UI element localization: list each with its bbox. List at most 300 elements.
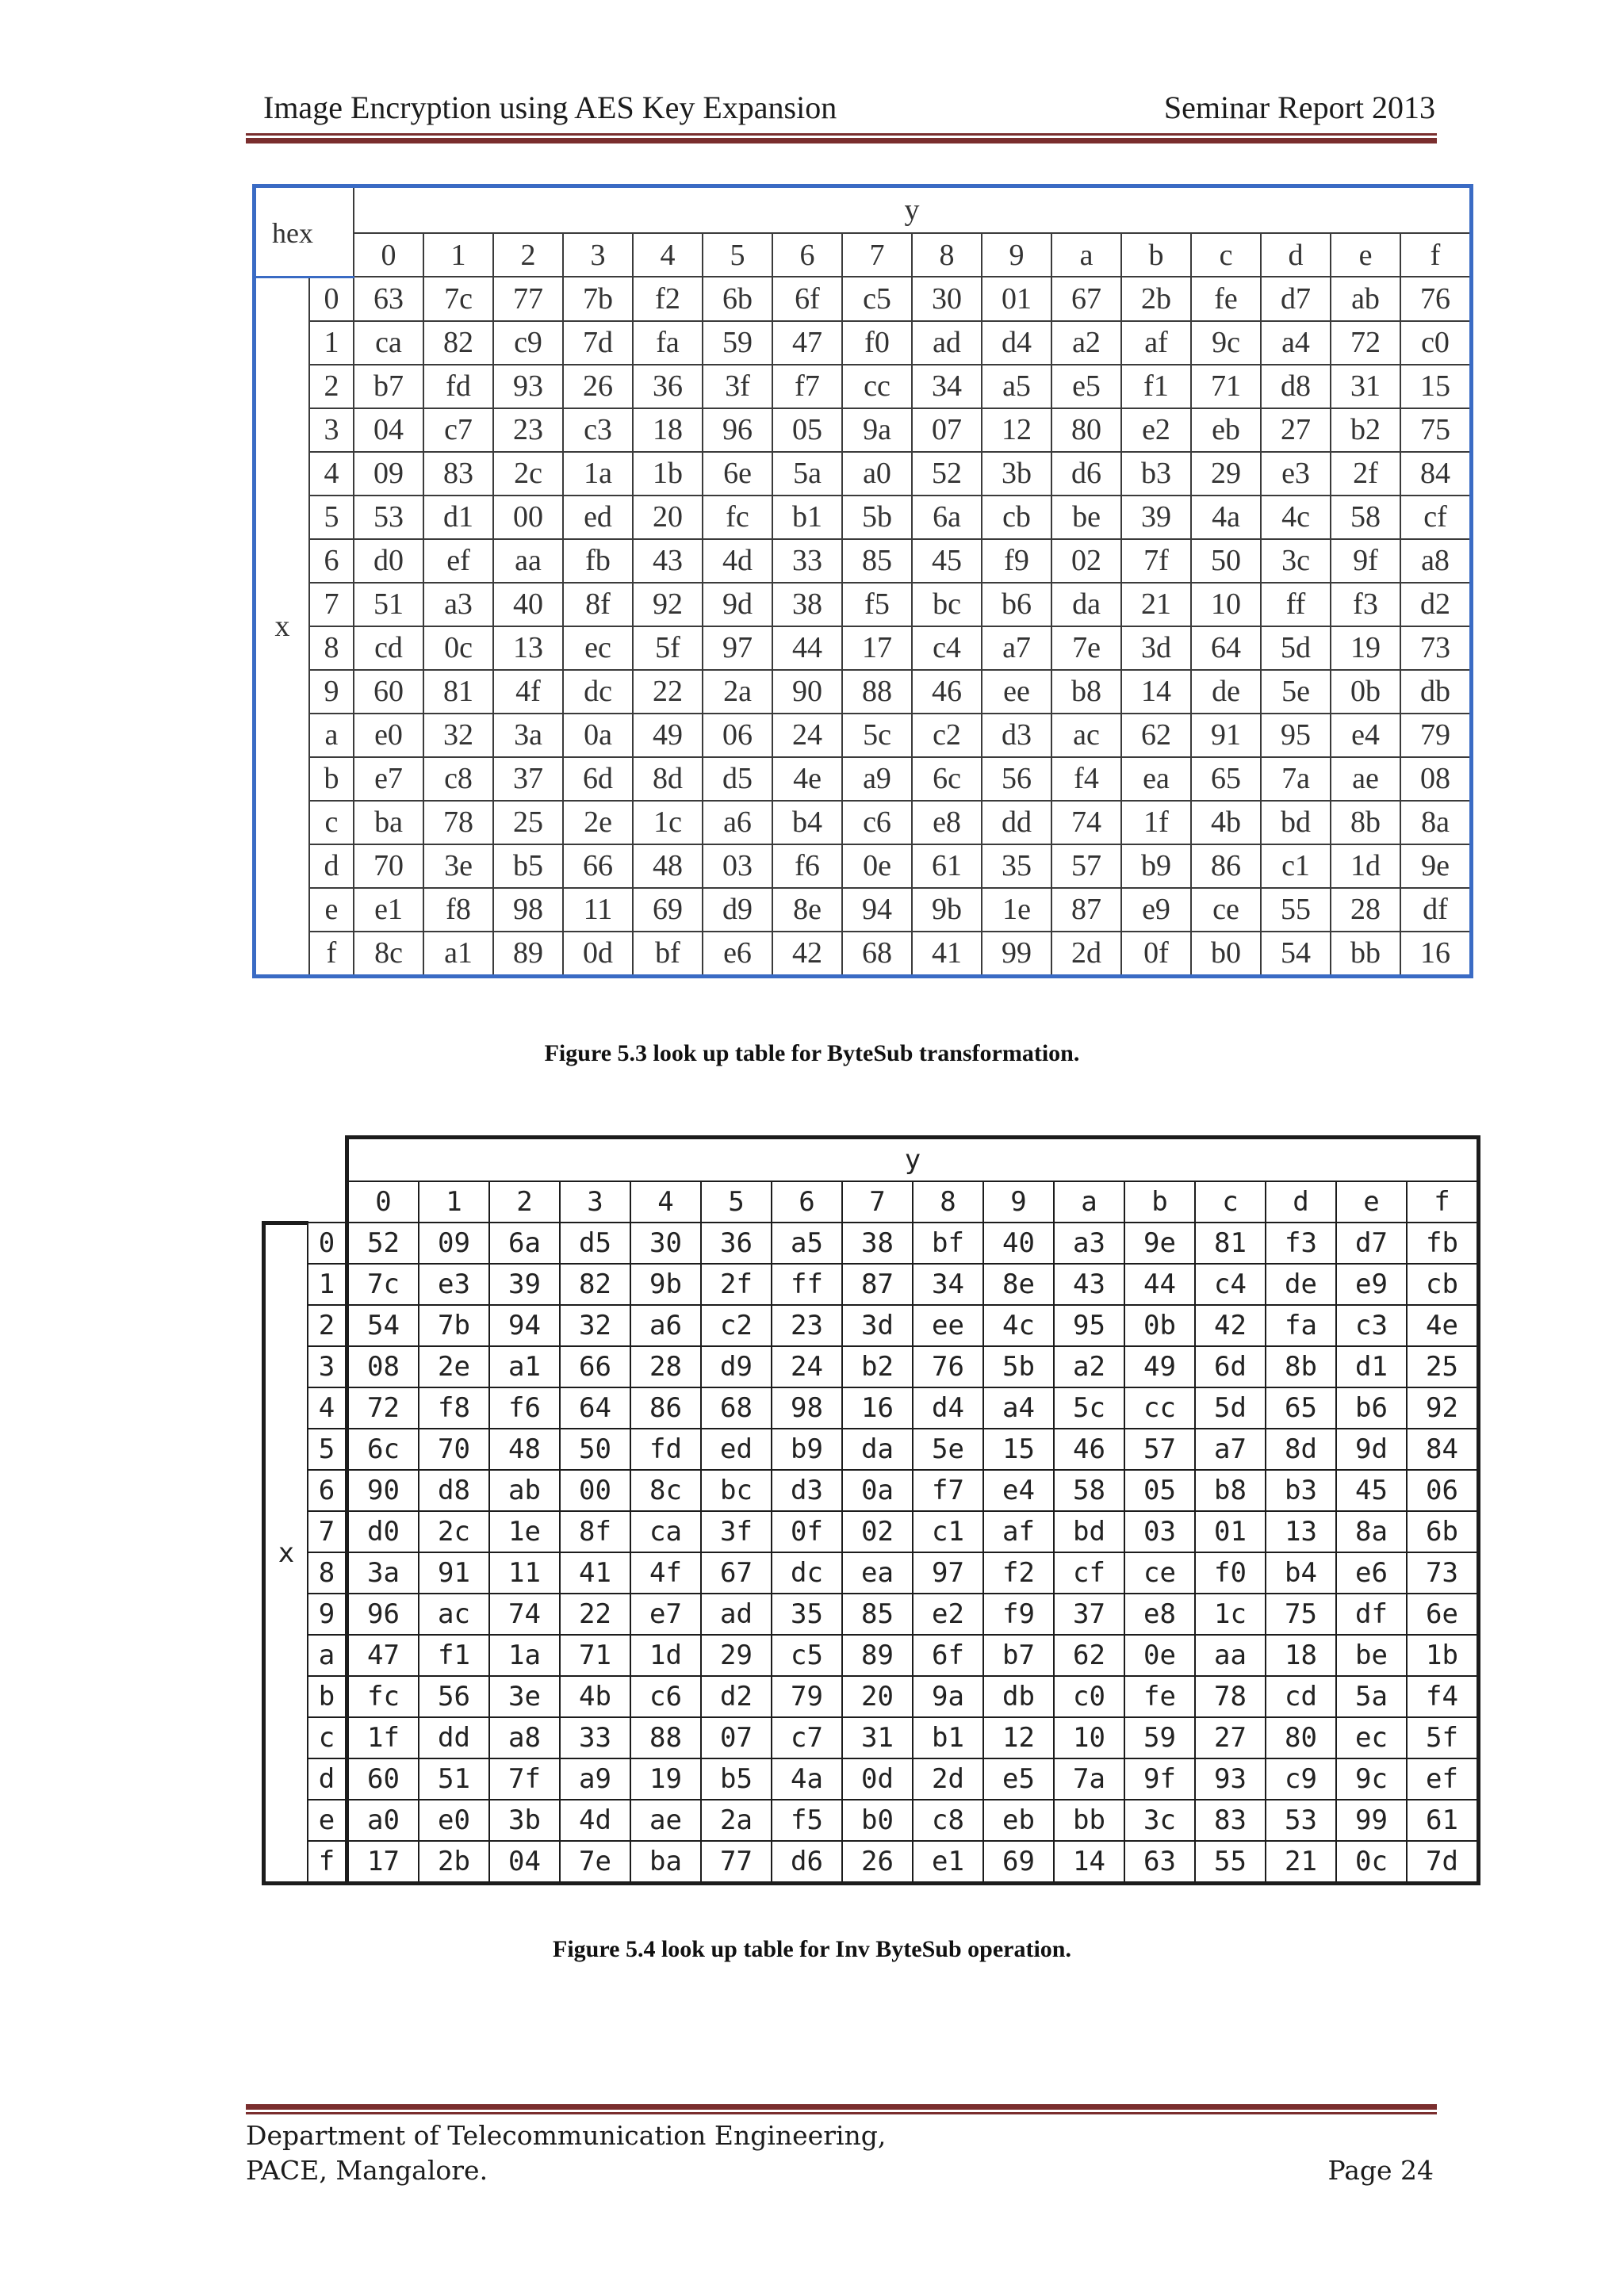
table-cell: 53 <box>354 496 423 539</box>
table-cell: 62 <box>1054 1635 1124 1676</box>
row-header: 6 <box>308 1470 347 1511</box>
table-row <box>255 888 1472 932</box>
table-cell: 86 <box>1191 844 1261 888</box>
table-cell: 54 <box>1261 932 1331 977</box>
table-cell: 94 <box>489 1305 560 1346</box>
column-header: e <box>1331 233 1400 277</box>
table-cell: 1a <box>563 452 633 496</box>
table-cell: 48 <box>633 844 703 888</box>
table-cell: 86 <box>630 1387 701 1429</box>
row-header: 3 <box>308 1346 347 1387</box>
footer-institution: PACE, Mangalore. <box>246 2155 488 2186</box>
table-cell: 52 <box>912 452 982 496</box>
table-row <box>255 670 1472 714</box>
table-cell: 3c <box>1261 539 1331 583</box>
table-cell: e9 <box>1336 1264 1407 1305</box>
table-cell: f6 <box>489 1387 560 1429</box>
table-cell: d1 <box>1336 1346 1407 1387</box>
table-cell: dd <box>982 801 1051 844</box>
table-cell: ad <box>701 1594 772 1635</box>
table-cell: 09 <box>354 452 423 496</box>
table-cell: b1 <box>913 1717 983 1758</box>
table-cell: 76 <box>913 1346 983 1387</box>
column-header: 0 <box>347 1181 419 1223</box>
table-cell: bf <box>633 932 703 977</box>
table-cell: 0b <box>1124 1305 1195 1346</box>
table-cell: f4 <box>1407 1676 1479 1717</box>
column-header: e <box>1336 1181 1407 1223</box>
table-cell: 04 <box>489 1841 560 1884</box>
column-header: 3 <box>560 1181 630 1223</box>
table-cell: 5f <box>1407 1717 1479 1758</box>
table-cell: d3 <box>772 1470 842 1511</box>
column-header: 1 <box>423 233 493 277</box>
table-cell: 90 <box>347 1470 419 1511</box>
column-header: 5 <box>703 233 772 277</box>
table-cell: a2 <box>1054 1346 1124 1387</box>
table-cell: fd <box>630 1429 701 1470</box>
table-cell: 55 <box>1195 1841 1266 1884</box>
table-cell: 9b <box>912 888 982 932</box>
row-header: 7 <box>308 1511 347 1552</box>
table-cell: e4 <box>1331 714 1400 757</box>
table-cell: 2b <box>1121 277 1191 321</box>
table-cell: df <box>1336 1594 1407 1635</box>
table-cell: df <box>1400 888 1472 932</box>
table-cell: db <box>983 1676 1054 1717</box>
table-cell: bb <box>1331 932 1400 977</box>
table-cell: fc <box>703 496 772 539</box>
table-cell: 39 <box>489 1264 560 1305</box>
table-cell: 20 <box>633 496 703 539</box>
table-cell: a0 <box>842 452 912 496</box>
row-header: e <box>309 888 354 932</box>
table-cell: 2a <box>701 1800 772 1841</box>
table-row <box>255 408 1472 452</box>
table-cell: 82 <box>560 1264 630 1305</box>
table-cell: 5b <box>842 496 912 539</box>
table-cell: 0f <box>1121 932 1191 977</box>
table-cell: 9a <box>913 1676 983 1717</box>
table-cell: 2b <box>419 1841 489 1884</box>
table-cell: 1e <box>982 888 1051 932</box>
table-cell: 02 <box>1051 539 1121 583</box>
column-header: 6 <box>772 233 842 277</box>
table-cell: fa <box>1266 1305 1336 1346</box>
column-header: 4 <box>633 233 703 277</box>
table-cell: 64 <box>1191 626 1261 670</box>
table-cell: ee <box>982 670 1051 714</box>
table-cell: 85 <box>842 1594 913 1635</box>
table-cell: c3 <box>563 408 633 452</box>
table-cell: 02 <box>842 1511 913 1552</box>
table-cell: 5d <box>1261 626 1331 670</box>
table-cell: cc <box>1124 1387 1195 1429</box>
table-cell: 9a <box>842 408 912 452</box>
table-cell: 3e <box>489 1676 560 1717</box>
table-cell: 38 <box>842 1223 913 1264</box>
table-cell: a8 <box>1400 539 1472 583</box>
table-cell: 3b <box>489 1800 560 1841</box>
table-cell: 8e <box>983 1264 1054 1305</box>
table-cell: 59 <box>1124 1717 1195 1758</box>
table-cell: cd <box>354 626 423 670</box>
row-header: b <box>308 1676 347 1717</box>
table-cell: 4a <box>1191 496 1261 539</box>
table-cell: 42 <box>772 932 842 977</box>
table-cell: b7 <box>354 365 423 408</box>
column-header: 8 <box>912 233 982 277</box>
table-cell: fb <box>1407 1223 1479 1264</box>
table-cell: 98 <box>493 888 563 932</box>
footer-address <box>246 2118 886 2188</box>
table-cell: 56 <box>419 1676 489 1717</box>
table-cell: 8c <box>630 1470 701 1511</box>
footer-rule-thick <box>246 2104 1437 2110</box>
table-cell: 81 <box>1195 1223 1266 1264</box>
table-cell: ba <box>630 1841 701 1884</box>
header-title: Image Encryption using AES Key Expansion <box>263 90 837 125</box>
table-cell: c0 <box>1400 321 1472 365</box>
column-header: 7 <box>842 233 912 277</box>
column-header: 0 <box>354 233 423 277</box>
table-cell: d9 <box>701 1346 772 1387</box>
column-header: 4 <box>630 1181 701 1223</box>
table-cell: f3 <box>1266 1223 1336 1264</box>
table-cell: 68 <box>842 932 912 977</box>
table-cell: af <box>983 1511 1054 1552</box>
figure-5-3-caption: Figure 5.3 look up table for ByteSub transformation. <box>544 1040 1080 1066</box>
footer-rule-thin <box>246 2112 1437 2114</box>
table-cell: 32 <box>423 714 493 757</box>
table-cell: 94 <box>842 888 912 932</box>
table-cell: e5 <box>983 1758 1054 1800</box>
table-cell: 33 <box>560 1717 630 1758</box>
column-header: 8 <box>913 1181 983 1223</box>
table-cell: 4b <box>1191 801 1261 844</box>
table-cell: 9d <box>703 583 772 626</box>
table-cell: 36 <box>701 1223 772 1264</box>
table-cell: e4 <box>983 1470 1054 1511</box>
table-cell: bd <box>1054 1511 1124 1552</box>
table-cell: 18 <box>1266 1635 1336 1676</box>
table-cell: f0 <box>1195 1552 1266 1594</box>
table-cell: dc <box>563 670 633 714</box>
table-cell: 97 <box>913 1552 983 1594</box>
table-cell: 5d <box>1195 1387 1266 1429</box>
row-header: d <box>309 844 354 888</box>
table-cell: ed <box>563 496 633 539</box>
table-cell: 24 <box>772 714 842 757</box>
table-cell: ff <box>772 1264 842 1305</box>
column-header: d <box>1261 233 1331 277</box>
table-cell: 39 <box>1121 496 1191 539</box>
table-cell: 1c <box>1195 1594 1266 1635</box>
row-header: 4 <box>309 452 354 496</box>
table-cell: 4f <box>630 1552 701 1594</box>
table-cell: db <box>1400 670 1472 714</box>
table-cell: 58 <box>1054 1470 1124 1511</box>
table-cell: 8f <box>563 583 633 626</box>
table-cell: 15 <box>983 1429 1054 1470</box>
table-cell: 27 <box>1261 408 1331 452</box>
table-cell: 63 <box>354 277 423 321</box>
table-cell: 59 <box>703 321 772 365</box>
table-cell: 21 <box>1121 583 1191 626</box>
table-cell: ef <box>423 539 493 583</box>
footer-department: Department of Telecommunication Engineering, <box>246 2120 887 2151</box>
table-cell: 5e <box>913 1429 983 1470</box>
table-cell: 0e <box>1124 1635 1195 1676</box>
table-cell: 1f <box>347 1717 419 1758</box>
table-row <box>264 1511 1479 1552</box>
row-header: 6 <box>309 539 354 583</box>
table-cell: 62 <box>1121 714 1191 757</box>
table-row <box>255 932 1472 977</box>
row-header: 7 <box>309 583 354 626</box>
table-cell: d9 <box>703 888 772 932</box>
table-cell: 0b <box>1331 670 1400 714</box>
table-cell: 9f <box>1124 1758 1195 1800</box>
table-cell: f2 <box>983 1552 1054 1594</box>
table-cell: 50 <box>1191 539 1261 583</box>
table-cell: 22 <box>560 1594 630 1635</box>
table-cell: cb <box>1407 1264 1479 1305</box>
table-cell: 7e <box>1051 626 1121 670</box>
table-cell: a5 <box>982 365 1051 408</box>
table-cell: cf <box>1054 1552 1124 1594</box>
row-header: d <box>308 1758 347 1800</box>
table-cell: 6a <box>489 1223 560 1264</box>
table-cell: 64 <box>560 1387 630 1429</box>
table-cell: b1 <box>772 496 842 539</box>
table-cell: eb <box>983 1800 1054 1841</box>
table-cell: c1 <box>1261 844 1331 888</box>
hex-corner-label: hex <box>255 186 354 277</box>
row-header: f <box>308 1841 347 1884</box>
table-row <box>264 1717 1479 1758</box>
table-cell: d2 <box>1400 583 1472 626</box>
table-cell: 41 <box>560 1552 630 1594</box>
table-cell: a1 <box>423 932 493 977</box>
table-cell: 88 <box>630 1717 701 1758</box>
table-cell: 4a <box>772 1758 842 1800</box>
table-row <box>264 1470 1479 1511</box>
table-cell: 72 <box>347 1387 419 1429</box>
table-cell: f1 <box>419 1635 489 1676</box>
table-cell: e9 <box>1121 888 1191 932</box>
table-cell: d0 <box>354 539 423 583</box>
table-cell: 16 <box>842 1387 913 1429</box>
table-cell: ba <box>354 801 423 844</box>
table-cell: 06 <box>703 714 772 757</box>
table-cell: 42 <box>1195 1305 1266 1346</box>
table-cell: f5 <box>772 1800 842 1841</box>
table-cell: 5b <box>983 1346 1054 1387</box>
table-cell: bd <box>1261 801 1331 844</box>
table-cell: e3 <box>1261 452 1331 496</box>
row-header: a <box>308 1635 347 1676</box>
table-cell: ad <box>912 321 982 365</box>
table-cell: 92 <box>633 583 703 626</box>
row-header: 1 <box>308 1264 347 1305</box>
table-cell: 35 <box>772 1594 842 1635</box>
table-cell: c4 <box>1195 1264 1266 1305</box>
table-row <box>264 1758 1479 1800</box>
column-header: 6 <box>772 1181 842 1223</box>
column-header: a <box>1051 233 1121 277</box>
table-cell: 2d <box>1051 932 1121 977</box>
table-cell: da <box>842 1429 913 1470</box>
header-rule-thin <box>246 133 1437 136</box>
table-row <box>264 1635 1479 1676</box>
table-cell: 4f <box>493 670 563 714</box>
table-cell: 73 <box>1407 1552 1479 1594</box>
table-cell: cd <box>1266 1676 1336 1717</box>
table-cell: 8d <box>1266 1429 1336 1470</box>
table-cell: 79 <box>1400 714 1472 757</box>
row-header: 9 <box>308 1594 347 1635</box>
table-cell: 2c <box>419 1511 489 1552</box>
table-cell: ac <box>419 1594 489 1635</box>
row-header: 1 <box>309 321 354 365</box>
table-cell: aa <box>493 539 563 583</box>
table-cell: 75 <box>1400 408 1472 452</box>
x-axis-label: x <box>264 1223 308 1884</box>
table-cell: 6d <box>1195 1346 1266 1387</box>
table-cell: 40 <box>983 1223 1054 1264</box>
table-cell: ec <box>563 626 633 670</box>
table-cell: fd <box>423 365 493 408</box>
table-cell: 47 <box>772 321 842 365</box>
table-cell: 1a <box>489 1635 560 1676</box>
table-cell: c4 <box>912 626 982 670</box>
table-cell: 25 <box>1407 1346 1479 1387</box>
table-row <box>255 277 1472 321</box>
table-cell: d1 <box>423 496 493 539</box>
table-cell: 7b <box>419 1305 489 1346</box>
table-cell: c5 <box>772 1635 842 1676</box>
table-cell: 3d <box>1121 626 1191 670</box>
table-cell: 5a <box>1336 1676 1407 1717</box>
table-cell: 9e <box>1124 1223 1195 1264</box>
column-header: 9 <box>982 233 1051 277</box>
table-cell: 9c <box>1191 321 1261 365</box>
table-cell: 74 <box>1051 801 1121 844</box>
table-cell: 49 <box>633 714 703 757</box>
table-cell: 83 <box>1195 1800 1266 1841</box>
inv-bytesub-lookup-table <box>262 1135 1480 1885</box>
table-cell: 2e <box>563 801 633 844</box>
column-header: 5 <box>701 1181 772 1223</box>
table-cell: 57 <box>1051 844 1121 888</box>
table-row <box>255 365 1472 408</box>
table-cell: 7d <box>1407 1841 1479 1884</box>
table-cell: ce <box>1191 888 1261 932</box>
table-cell: b4 <box>772 801 842 844</box>
table-row <box>264 1429 1479 1470</box>
table-cell: 27 <box>1195 1717 1266 1758</box>
table-cell: 04 <box>354 408 423 452</box>
table-cell: aa <box>1195 1635 1266 1676</box>
table-cell: f8 <box>423 888 493 932</box>
table-cell: 01 <box>982 277 1051 321</box>
table-cell: 6c <box>347 1429 419 1470</box>
table-cell: 0e <box>842 844 912 888</box>
table-cell: 2f <box>701 1264 772 1305</box>
table-cell: 1c <box>633 801 703 844</box>
table-cell: 88 <box>842 670 912 714</box>
table-cell: e5 <box>1051 365 1121 408</box>
table-cell: f7 <box>772 365 842 408</box>
table-cell: e0 <box>354 714 423 757</box>
table-cell: 14 <box>1054 1841 1124 1884</box>
table-cell: 4d <box>703 539 772 583</box>
table-cell: d4 <box>982 321 1051 365</box>
table-cell: 67 <box>701 1552 772 1594</box>
table-cell: c7 <box>423 408 493 452</box>
table-cell: 61 <box>912 844 982 888</box>
table-cell: 46 <box>912 670 982 714</box>
column-header: f <box>1400 233 1472 277</box>
table-cell: e8 <box>912 801 982 844</box>
table-cell: 35 <box>982 844 1051 888</box>
table-cell: b2 <box>1331 408 1400 452</box>
table-cell: b6 <box>982 583 1051 626</box>
table-cell: 99 <box>982 932 1051 977</box>
table-cell: 0f <box>772 1511 842 1552</box>
table-cell: 74 <box>489 1594 560 1635</box>
table-cell: 53 <box>1266 1800 1336 1841</box>
table-cell: 65 <box>1191 757 1261 801</box>
table-cell: a9 <box>560 1758 630 1800</box>
table-cell: 4e <box>772 757 842 801</box>
column-header: 9 <box>983 1181 1054 1223</box>
table-cell: 46 <box>1054 1429 1124 1470</box>
table-cell: d5 <box>703 757 772 801</box>
table-cell: 91 <box>1191 714 1261 757</box>
table-row <box>264 1346 1479 1387</box>
table-cell: 5c <box>842 714 912 757</box>
table-cell: c1 <box>913 1511 983 1552</box>
table-cell: 70 <box>419 1429 489 1470</box>
table-cell: 3f <box>701 1511 772 1552</box>
table-cell: 00 <box>493 496 563 539</box>
figure-5-4-caption: Figure 5.4 look up table for Inv ByteSub operation. <box>553 1936 1071 1962</box>
table-cell: 0c <box>423 626 493 670</box>
table-cell: 0d <box>563 932 633 977</box>
table-cell: fa <box>633 321 703 365</box>
table-cell: 24 <box>772 1346 842 1387</box>
table-cell: 78 <box>423 801 493 844</box>
table-cell: 51 <box>419 1758 489 1800</box>
table-cell: 97 <box>703 626 772 670</box>
table-cell: 87 <box>842 1264 913 1305</box>
table-cell: 17 <box>347 1841 419 1884</box>
table-row <box>264 1552 1479 1594</box>
table-cell: ab <box>489 1470 560 1511</box>
table-cell: 45 <box>1336 1470 1407 1511</box>
table-cell: ab <box>1331 277 1400 321</box>
table-cell: c8 <box>913 1800 983 1841</box>
table-cell: 8f <box>560 1511 630 1552</box>
table-cell: 9f <box>1331 539 1400 583</box>
table-cell: 2a <box>703 670 772 714</box>
table-row <box>264 1594 1479 1635</box>
table-cell: 13 <box>1266 1511 1336 1552</box>
table-cell: c9 <box>1266 1758 1336 1800</box>
table-cell: 3f <box>703 365 772 408</box>
